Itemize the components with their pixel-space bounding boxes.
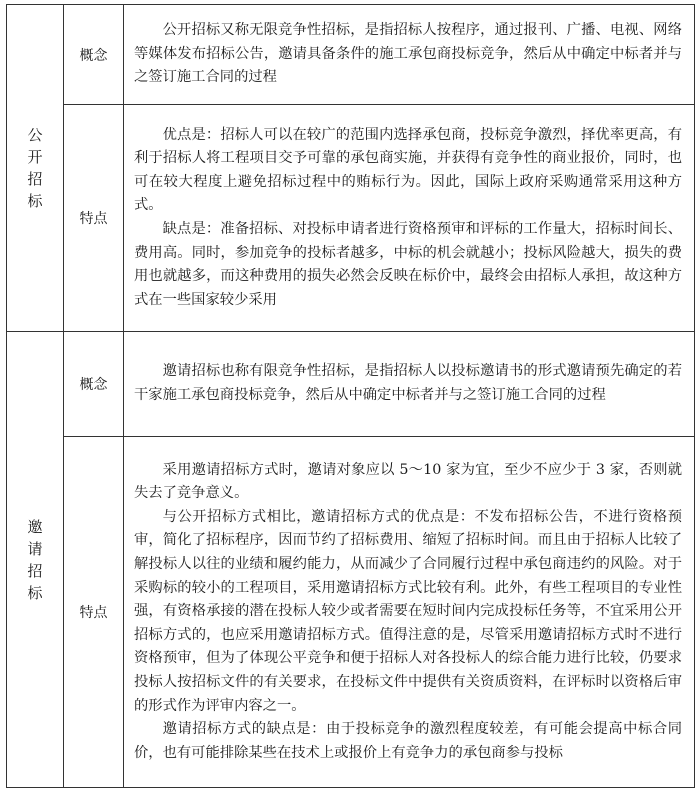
- subcategory-label: 特点: [79, 605, 108, 621]
- content-paragraph: 邀请招标方式的缺点是：由于投标竞争的激烈程度较差，有可能会提高中标合同价，也有可能排除某些在技术上或报价上有竞争力的承包商参与投标: [134, 721, 682, 761]
- subcategory-cell-concept: [64, 5, 124, 105]
- content-paragraph: 优点是：招标人可以在较广的范围内选择承包商，投标竞争激烈，择优率更高，有利于招标人将工程项目交予可靠的承包商实施，并获得有竞争性的商业报价，同时，也可在较大程度上避免招标过程中的贿标行为。因此，国际上政府采购通常采用这种方式。: [134, 126, 682, 214]
- table-row: [7, 105, 695, 332]
- category-label: 公开招标: [27, 126, 43, 210]
- table-row: [7, 437, 695, 788]
- subcategory-label: 概念: [79, 377, 108, 393]
- subcategory-cell-feature: [64, 105, 124, 332]
- content-cell: [124, 332, 695, 437]
- content-paragraph: 缺点是：准备招标、对投标申请者进行资格预审和评标的工作量大，招标时间长、费用高。同时，参加竞争的投标者越多，中标的机会就越小；投标风险越大，损失的费用也就越多，而这种费用的损失必然会反映在标价中，最终会由招标人承担，故这种方式在一些国家较少采用: [134, 221, 682, 308]
- content-paragraph: 采用邀请招标方式时，邀请对象应以 5～10 家为宜，至少不应少于 3 家，否则就失去了竞争意义。: [134, 461, 682, 502]
- category-label: 邀请招标: [27, 517, 43, 602]
- content-paragraph: 公开招标又称无限竞争性招标，是指招标人按程序，通过报刊、广播、电视、网络等媒体发布招标公告，邀请具备条件的施工承包商投标竞争，然后从中确定中标者并与之签订施工合同的过程: [134, 22, 682, 86]
- category-cell-open-tender: [7, 5, 64, 332]
- content-cell: [124, 105, 695, 332]
- subcategory-label: 特点: [79, 211, 108, 227]
- content-cell: [124, 5, 695, 105]
- table-row: [7, 5, 695, 105]
- content-cell: [124, 437, 695, 788]
- category-cell-invited-tender: [7, 332, 64, 788]
- subcategory-cell-feature: [64, 437, 124, 788]
- subcategory-label: 概念: [79, 47, 108, 64]
- tender-comparison-table: [6, 4, 695, 788]
- content-paragraph: 与公开招标方式相比，邀请招标方式的优点是：不发布招标公告，不进行资格预审，简化了招标程序，因而节约了招标费用、缩短了招标时间。而且由于招标人比较了解投标人以往的业绩和履约能力，从而减少了合同履行过程中承包商违约的风险。对于采购标的较小的工程项目，采用邀请招标方式比较有利。此外，有些工程项目的专业性强，有资格承接的潜在投标人较少或者需要在短时间内完成投标任务等，不宜采用公开招标方式的，也应采用邀请招标方式。值得注意的是，尽管采用邀请招标方式时不进行资格预审，但为了体现公平竞争和便于招标人对各投标人的综合能力进行比较，仍要求投标人按招标文件的有关要求，在投标文件中提供有关资质资料，在评标时以资格后审的形式作为评审内容之一。: [134, 508, 682, 714]
- content-paragraph: 邀请招标也称有限竞争性招标，是指招标人以投标邀请书的形式邀请预先确定的若干家施工承包商投标竞争，然后从中确定中标者并与之签订施工合同的过程: [134, 363, 682, 403]
- table-row: [7, 332, 695, 437]
- subcategory-cell-concept: [64, 332, 124, 437]
